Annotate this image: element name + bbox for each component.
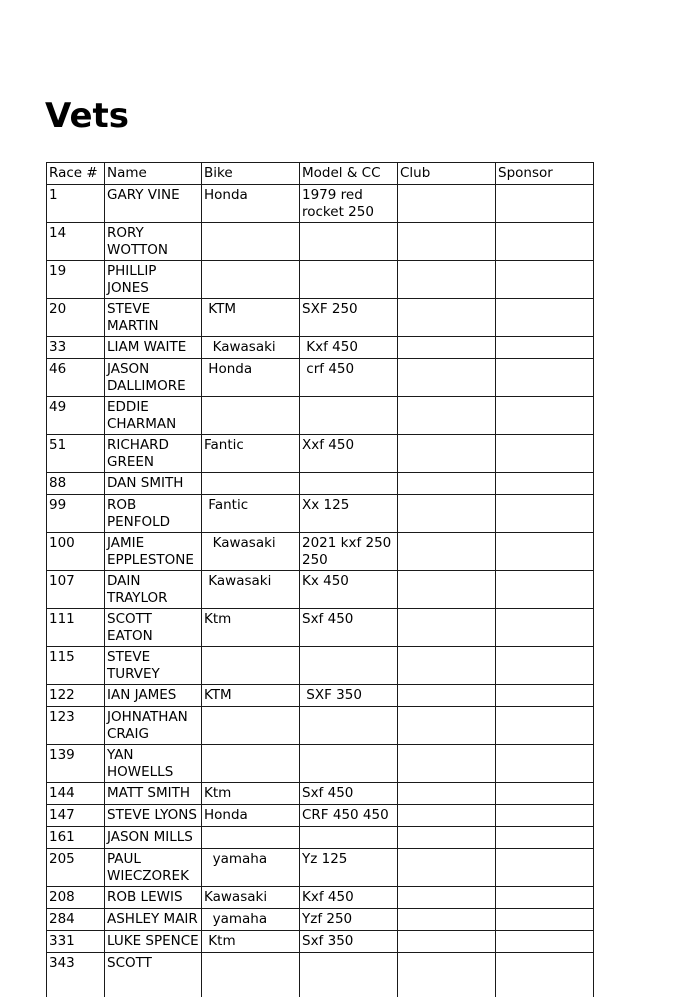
header-bike: Bike [202,163,300,185]
sponsor-cell [496,707,594,745]
name-cell: DAN SMITH [105,473,202,495]
sponsor-cell [496,473,594,495]
header-club: Club [398,163,496,185]
club-cell [398,397,496,435]
race-number-cell: 331 [47,931,105,953]
bike-cell [202,745,300,783]
table-row [47,783,594,805]
bike-cell: Honda [202,359,300,397]
race-number-cell: 123 [47,707,105,745]
race-number-cell: 284 [47,909,105,931]
table-row [47,223,594,261]
table-row [47,953,594,997]
table-row [47,849,594,887]
table-row [47,473,594,495]
race-number-cell: 111 [47,609,105,647]
bike-cell: Kawasaki [202,571,300,609]
sponsor-cell [496,299,594,337]
club-cell [398,887,496,909]
table-row [47,685,594,707]
bike-cell [202,223,300,261]
table-row [47,707,594,745]
club-cell [398,495,496,533]
race-number-cell: 88 [47,473,105,495]
table-row [47,435,594,473]
table-header-row [47,163,594,185]
name-cell: JAMIE EPPLESTONE [105,533,202,571]
header-model-cc: Model & CC [300,163,398,185]
table-row [47,909,594,931]
sponsor-cell [496,261,594,299]
model-cc-cell [300,397,398,435]
table-row [47,299,594,337]
name-cell: ROB LEWIS [105,887,202,909]
name-cell: STEVE MARTIN [105,299,202,337]
name-cell: EDDIE CHARMAN [105,397,202,435]
model-cc-cell: Yz 125 [300,849,398,887]
club-cell [398,609,496,647]
model-cc-cell [300,261,398,299]
club-cell [398,533,496,571]
name-cell: JASON MILLS [105,827,202,849]
sponsor-cell [496,571,594,609]
sponsor-cell [496,849,594,887]
header-name: Name [105,163,202,185]
name-cell: PHILLIP JONES [105,261,202,299]
name-cell: STEVE TURVEY [105,647,202,685]
race-number-cell: 144 [47,783,105,805]
club-cell [398,827,496,849]
race-number-cell: 99 [47,495,105,533]
bike-cell: Honda [202,805,300,827]
sponsor-cell [496,783,594,805]
race-number-cell: 147 [47,805,105,827]
bike-cell [202,473,300,495]
model-cc-cell: CRF 450 450 [300,805,398,827]
model-cc-cell: Xx 125 [300,495,398,533]
club-cell [398,261,496,299]
table-row [47,261,594,299]
table-row [47,397,594,435]
sponsor-cell [496,609,594,647]
bike-cell [202,397,300,435]
bike-cell [202,827,300,849]
race-number-cell: 14 [47,223,105,261]
bike-cell [202,647,300,685]
name-cell: JOHNATHAN CRAIG [105,707,202,745]
name-cell: SCOTT [105,953,202,997]
table-row [47,931,594,953]
name-cell: LIAM WAITE [105,337,202,359]
table-row [47,185,594,223]
club-cell [398,745,496,783]
club-cell [398,435,496,473]
table-row [47,337,594,359]
model-cc-cell: SXF 250 [300,299,398,337]
sponsor-cell [496,953,594,997]
club-cell [398,299,496,337]
model-cc-cell: Xxf 450 [300,435,398,473]
club-cell [398,931,496,953]
bike-cell [202,261,300,299]
club-cell [398,473,496,495]
race-number-cell: 122 [47,685,105,707]
race-number-cell: 46 [47,359,105,397]
name-cell: YAN HOWELLS [105,745,202,783]
sponsor-cell [496,533,594,571]
name-cell: ROB PENFOLD [105,495,202,533]
model-cc-cell: Kx 450 [300,571,398,609]
name-cell: ASHLEY MAIR [105,909,202,931]
table-row [47,647,594,685]
vets-table-container [46,162,594,915]
model-cc-cell: 2021 kxf 250 250 [300,533,398,571]
race-number-cell: 100 [47,533,105,571]
bike-cell: Fantic [202,435,300,473]
table-row [47,745,594,783]
name-cell: DAIN TRAYLOR [105,571,202,609]
sponsor-cell [496,397,594,435]
sponsor-cell [496,337,594,359]
name-cell: RICHARD GREEN [105,435,202,473]
table-row [47,887,594,909]
bike-cell: yamaha [202,909,300,931]
bike-cell: Fantic [202,495,300,533]
sponsor-cell [496,805,594,827]
header-sponsor: Sponsor [496,163,594,185]
table-row [47,571,594,609]
table-row [47,609,594,647]
table-row [47,359,594,397]
bike-cell: Honda [202,185,300,223]
vets-table [46,162,594,997]
club-cell [398,909,496,931]
name-cell: LUKE SPENCE [105,931,202,953]
model-cc-cell [300,473,398,495]
bike-cell [202,953,300,997]
model-cc-cell [300,953,398,997]
bike-cell [202,707,300,745]
race-number-cell: 115 [47,647,105,685]
club-cell [398,849,496,887]
page-title: Vets [45,96,129,136]
header-race-number: Race # [47,163,105,185]
model-cc-cell: Sxf 350 [300,931,398,953]
sponsor-cell [496,887,594,909]
sponsor-cell [496,185,594,223]
table-row [47,533,594,571]
name-cell: JASON DALLIMORE [105,359,202,397]
model-cc-cell [300,827,398,849]
club-cell [398,571,496,609]
bike-cell: Ktm [202,783,300,805]
model-cc-cell: 1979 red rocket 250 [300,185,398,223]
club-cell [398,783,496,805]
club-cell [398,647,496,685]
bike-cell: Kawasaki [202,533,300,571]
club-cell [398,337,496,359]
club-cell [398,953,496,997]
name-cell: IAN JAMES [105,685,202,707]
model-cc-cell: crf 450 [300,359,398,397]
sponsor-cell [496,685,594,707]
club-cell [398,223,496,261]
sponsor-cell [496,909,594,931]
club-cell [398,805,496,827]
model-cc-cell: Kxf 450 [300,337,398,359]
sponsor-cell [496,647,594,685]
model-cc-cell: Sxf 450 [300,609,398,647]
race-number-cell: 51 [47,435,105,473]
race-number-cell: 139 [47,745,105,783]
club-cell [398,185,496,223]
name-cell: SCOTT EATON [105,609,202,647]
table-row [47,495,594,533]
club-cell [398,685,496,707]
race-number-cell: 205 [47,849,105,887]
name-cell: STEVE LYONS [105,805,202,827]
sponsor-cell [496,827,594,849]
name-cell: PAUL WIECZOREK [105,849,202,887]
race-number-cell: 1 [47,185,105,223]
model-cc-cell: Yzf 250 [300,909,398,931]
sponsor-cell [496,359,594,397]
table-row [47,827,594,849]
name-cell: RORY WOTTON [105,223,202,261]
sponsor-cell [496,495,594,533]
bike-cell: yamaha [202,849,300,887]
name-cell: MATT SMITH [105,783,202,805]
bike-cell: Ktm [202,931,300,953]
bike-cell: Kawasaki [202,887,300,909]
model-cc-cell [300,745,398,783]
model-cc-cell: Kxf 450 [300,887,398,909]
race-number-cell: 49 [47,397,105,435]
bike-cell: KTM [202,685,300,707]
sponsor-cell [496,931,594,953]
table-row [47,805,594,827]
model-cc-cell [300,647,398,685]
bike-cell: Ktm [202,609,300,647]
name-cell: GARY VINE [105,185,202,223]
sponsor-cell [496,435,594,473]
club-cell [398,359,496,397]
bike-cell: KTM [202,299,300,337]
race-number-cell: 208 [47,887,105,909]
race-number-cell: 19 [47,261,105,299]
race-number-cell: 33 [47,337,105,359]
race-number-cell: 161 [47,827,105,849]
model-cc-cell: SXF 350 [300,685,398,707]
model-cc-cell [300,223,398,261]
race-number-cell: 343 [47,953,105,997]
bike-cell: Kawasaki [202,337,300,359]
model-cc-cell: Sxf 450 [300,783,398,805]
sponsor-cell [496,745,594,783]
sponsor-cell [496,223,594,261]
race-number-cell: 107 [47,571,105,609]
model-cc-cell [300,707,398,745]
club-cell [398,707,496,745]
race-number-cell: 20 [47,299,105,337]
